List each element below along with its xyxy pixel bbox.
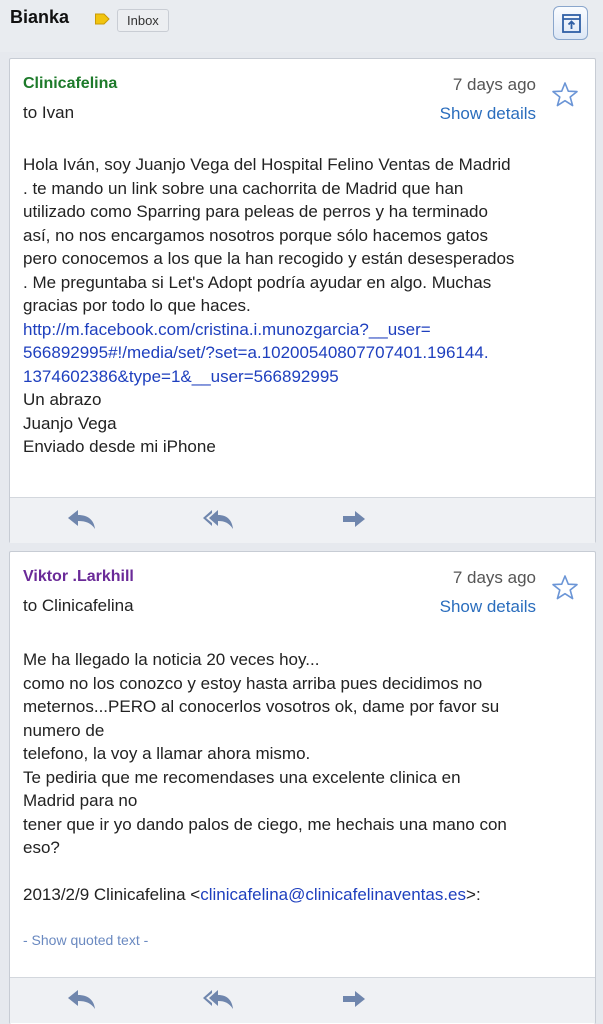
recipient-line: to Clinicafelina xyxy=(23,596,134,615)
star-icon[interactable] xyxy=(551,574,579,602)
forward-icon[interactable] xyxy=(337,507,371,533)
reply-all-icon[interactable] xyxy=(201,507,235,533)
message-body xyxy=(23,153,585,459)
facebook-link[interactable]: 1374602386&type=1&__user=566892995 xyxy=(23,366,339,386)
message-actions-bar xyxy=(10,497,595,543)
body-line: así, no nos encargamos nosotros porque sólo hacemos gatos xyxy=(23,225,488,245)
show-quoted-text-link[interactable]: - Show quoted text - xyxy=(23,932,149,948)
reply-all-icon[interactable] xyxy=(201,987,235,1013)
reply-icon[interactable] xyxy=(64,987,98,1013)
body-line: Enviado desde mi iPhone xyxy=(23,437,216,456)
sender-name[interactable]: Viktor .Larkhill xyxy=(23,568,134,585)
body-line: tener que ir yo dando palos de ciego, me hechais una mano con xyxy=(23,814,507,834)
message-card xyxy=(9,58,596,543)
message-card xyxy=(9,551,596,1024)
blank-line xyxy=(23,860,585,884)
inbox-label-chip[interactable]: Inbox xyxy=(117,9,169,32)
body-line: utilizado como Sparring para peleas de perros y ha terminado xyxy=(23,202,488,221)
body-line: Me ha llegado la noticia 20 veces hoy... xyxy=(23,650,320,669)
body-line: pero conocemos a los que la han recogido y están desesperados xyxy=(23,249,515,268)
body-line: como no los conozco y estoy hasta arriba pues decidimos no xyxy=(23,673,483,693)
recipient-line: to Ivan xyxy=(23,103,75,122)
reply-icon[interactable] xyxy=(64,507,98,533)
quote-header-prefix: 2013/2/9 Clinicafelina < xyxy=(23,885,201,904)
conversation-subject: Bianka xyxy=(10,7,70,27)
facebook-link[interactable]: http://m.facebook.com/cristina.i.munozgarcia?__user= xyxy=(23,319,431,339)
quote-header xyxy=(23,883,585,907)
body-line: Juanjo Vega xyxy=(23,413,117,433)
sender-name[interactable]: Clinicafelina xyxy=(23,75,118,92)
facebook-link[interactable]: 566892995#!/media/set/?set=a.10200540807707401.196144. xyxy=(23,343,489,362)
body-line: Te pediria que me recomendases una excelente clinica en xyxy=(23,767,461,787)
conversation-header xyxy=(0,0,603,52)
archive-icon xyxy=(562,14,581,33)
email-link[interactable]: clinicafelina@clinicafelinaventas.es xyxy=(200,885,467,904)
body-line: telefono, la voy a llamar ahora mismo. xyxy=(23,744,311,763)
body-line: eso? xyxy=(23,838,60,857)
star-icon[interactable] xyxy=(551,81,579,109)
body-line: Hola Iván, soy Juanjo Vega del Hospital Felino Ventas de Madrid xyxy=(23,155,511,174)
label-tag-icon xyxy=(95,13,110,25)
body-line: . Me preguntaba si Let's Adopt podría ayudar en algo. Muchas xyxy=(23,272,492,292)
body-line: gracias por todo lo que haces. xyxy=(23,296,251,315)
forward-icon[interactable] xyxy=(337,987,371,1013)
message-actions-bar xyxy=(10,977,595,1023)
body-line: numero de xyxy=(23,720,105,740)
body-line: Madrid para no xyxy=(23,791,138,810)
body-line: . te mando un link sobre una cachorrita de Madrid que han xyxy=(23,178,464,198)
show-details-link[interactable]: Show details xyxy=(439,104,536,123)
message-timestamp: 7 days ago xyxy=(452,568,536,587)
archive-button[interactable] xyxy=(553,6,588,40)
body-line: Un abrazo xyxy=(23,390,102,409)
message-body xyxy=(23,648,585,907)
message-timestamp: 7 days ago xyxy=(452,75,536,94)
show-details-link[interactable]: Show details xyxy=(439,597,536,616)
body-line: meternos...PERO al conocerlos vosotros ok, dame por favor su xyxy=(23,697,500,716)
quote-header-suffix: >: xyxy=(466,885,481,904)
